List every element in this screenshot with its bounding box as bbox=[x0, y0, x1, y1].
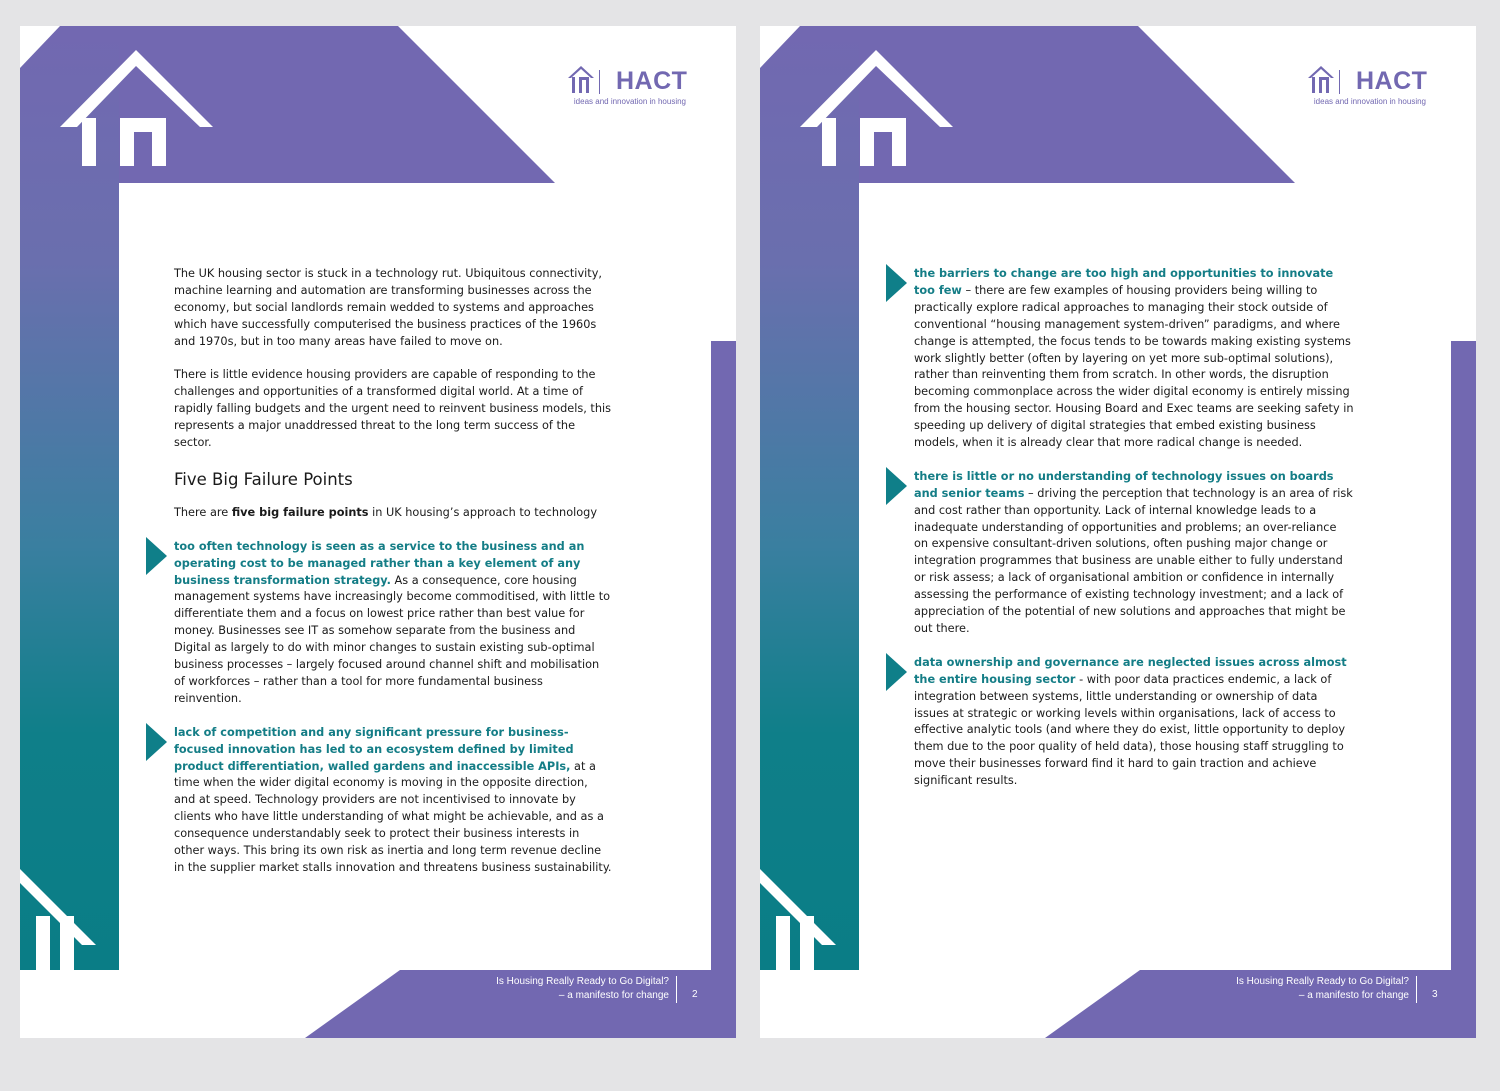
failure-point bbox=[174, 539, 612, 708]
failure-point-text: As a consequence, core housing management systems have increasingly become commoditised, with little to differentiate them and a focus on lowest price rather than best value for money. Businesses see IT as somehow separate from the business and Digital as largely to do with minor changes to sustain existing sub-optimal business processes – largely focused around channel shift and mobilisation of workforces – rather than a tool for more fundamental business reinvention. bbox=[174, 573, 611, 705]
failure-point bbox=[914, 655, 1354, 790]
logo-tagline: ideas and innovation in housing bbox=[1313, 97, 1426, 106]
triangle-bullet-icon bbox=[886, 467, 907, 505]
right-purple-bar bbox=[1451, 341, 1476, 1038]
document-page-2 bbox=[20, 26, 736, 1038]
failure-point bbox=[914, 266, 1354, 452]
failure-point-text: – driving the perception that technology is an area of risk and cost rather than opportunity. Lack of internal knowledge leads to a inadequate understanding of opportunities and problems; an over-reliance on expensive consultant-driven solutions, often pushing major change or integration programmes that business are unable either to fully understand or risk assess; a lack of organisational ambition or confidence in internally assessing the performance of existing technology investment; and a lack of appreciation of the potential of new solutions and approaches that might be out there. bbox=[914, 486, 1353, 636]
triangle-bullet-icon bbox=[146, 537, 167, 575]
right-purple-bar bbox=[711, 341, 736, 1038]
page-content bbox=[174, 266, 612, 894]
footer-divider bbox=[1416, 976, 1417, 1003]
lead-text-end: in UK housing’s approach to technology bbox=[368, 505, 598, 519]
lead-bold-text: five big failure points bbox=[231, 505, 369, 519]
house-icon bbox=[1306, 64, 1340, 96]
failure-point-highlight: data ownership and governance are neglected issues across almost the entire housing sector bbox=[914, 655, 1347, 686]
lead-text: There are bbox=[174, 505, 232, 519]
page-number: 3 bbox=[1432, 989, 1438, 1000]
failure-point-text: - with poor data practices endemic, a lack of integration between systems, little understanding or ownership of data issues at strategic or working levels within organisations, lack of access to effective analytic tools (and where they do exist, little opportunity to deploy them due to the poor quality of held data), those housing staff struggling to move their businesses forward find it hard to gain traction and achieve significant results. bbox=[914, 672, 1346, 788]
triangle-bullet-icon bbox=[146, 723, 167, 761]
page-content bbox=[914, 266, 1354, 807]
failure-point-text: – there are few examples of housing providers being willing to practically explore radical approaches to managing their stock outside of conventional “housing management system-driven” paradigms, and where change is attempted, the focus tends to be towards making existing systems work slightly better (often by layering on yet more sub-optimal solutions), rather than reinventing them from scratch. In other words, the disruption becoming commonplace across the wider digital economy is entirely missing from the housing sector. Housing Board and Exec teams are seeking safety in speeding up delivery of digital strategies that embed existing business models, when it is already clear that more radical change is needed. bbox=[914, 283, 1354, 450]
failure-point bbox=[174, 725, 612, 877]
triangle-bullet-icon bbox=[886, 653, 907, 691]
logo-name: HACT bbox=[616, 67, 688, 95]
page-number: 2 bbox=[692, 989, 698, 1000]
footer-subtitle: – a manifesto for change bbox=[1298, 989, 1409, 1001]
footer-divider bbox=[676, 976, 677, 1003]
footer-title: Is Housing Really Ready to Go Digital? bbox=[496, 976, 669, 987]
failure-point-highlight: too often technology is seen as a service to the business and an operating cost to be managed rather than a key element of any business transformation strategy. bbox=[174, 539, 585, 587]
logo-name: HACT bbox=[1356, 67, 1428, 95]
hact-logo bbox=[1306, 64, 1426, 108]
logo-tagline: ideas and innovation in housing bbox=[573, 97, 686, 106]
intro-paragraph-2: There is little evidence housing providers are capable of responding to the challenges and opportunities of a transformed digital world. At a time of rapidly falling budgets and the urgent need to reinvent business models, this represents a major unaddressed threat to the long term success of the sector. bbox=[174, 368, 612, 450]
failure-point-text: at a time when the wider digital economy is moving in the opposite direction, and at speed. Technology providers are not incentivised to innovate by clients who have little understanding of what might be achievable, and as a consequence understandably seek to protect their business interests in other ways. This bring its own risk as inertia and long term revenue decline in the supplier market stalls innovation and threatens business sustainability. bbox=[174, 759, 612, 874]
left-gradient-bar bbox=[760, 26, 859, 970]
section-heading: Five Big Failure Points bbox=[174, 469, 353, 489]
failure-point-highlight: there is little or no understanding of technology issues on boards and senior teams bbox=[914, 469, 1334, 500]
footer-title: Is Housing Really Ready to Go Digital? bbox=[1236, 976, 1409, 987]
left-gradient-bar bbox=[20, 26, 119, 970]
hact-logo bbox=[566, 64, 686, 108]
triangle-bullet-icon bbox=[886, 264, 907, 302]
intro-paragraph-1: The UK housing sector is stuck in a technology rut. Ubiquitous connectivity, machine learning and automation are transforming businesses across the economy, but social landlords remain wedded to systems and approaches which have successfully computerised the business practices of the 1960s and 1970s, but in too many areas have failed to move on. bbox=[174, 267, 602, 348]
house-icon bbox=[566, 64, 600, 96]
document-page-3 bbox=[760, 26, 1476, 1038]
failure-point-highlight: the barriers to change are too high and opportunities to innovate too few bbox=[914, 267, 1334, 297]
page-footer bbox=[1157, 975, 1417, 1002]
page-footer bbox=[417, 975, 677, 1002]
failure-point-highlight: lack of competition and any significant pressure for business-focused innovation has led to an ecosystem defined by limited product differentiation, walled gardens and inaccessible APIs, bbox=[174, 725, 574, 773]
lead-sentence bbox=[174, 505, 612, 522]
footer-subtitle: – a manifesto for change bbox=[558, 989, 669, 1001]
failure-point bbox=[914, 469, 1354, 638]
